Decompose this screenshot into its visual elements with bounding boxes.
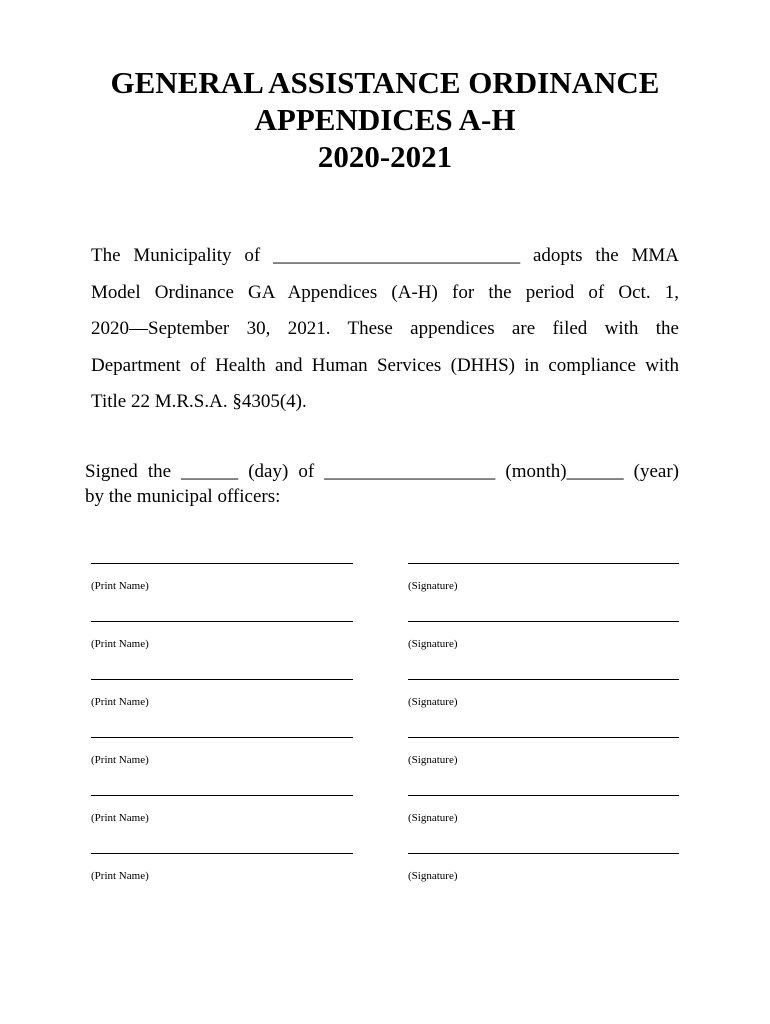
- print-name-caption: (Print Name): [91, 696, 149, 708]
- paragraph-line: The Municipality of __________________________ adopts the MMA: [91, 245, 679, 266]
- signature-line[interactable]: [408, 853, 679, 854]
- signature-caption: (Signature): [408, 580, 458, 592]
- paragraph-line: Title 22 M.R.S.A. §4305(4).: [91, 391, 307, 412]
- paragraph-line: Model Ordinance GA Appendices (A-H) for the period of Oct. 1,: [91, 281, 679, 303]
- print-name-caption: (Print Name): [91, 638, 149, 650]
- print-name-line[interactable]: [91, 853, 353, 854]
- print-name-caption: (Print Name): [91, 580, 149, 592]
- adoption-paragraph: [91, 238, 679, 421]
- signed-statement: [85, 459, 679, 509]
- title-line-2: APPENDICES A-H: [254, 102, 516, 137]
- title-line-1: GENERAL ASSISTANCE ORDINANCE: [110, 65, 660, 100]
- paragraph-line: 2020—September 30, 2021. These appendices are filed with the: [91, 318, 679, 339]
- signature-line[interactable]: [408, 621, 679, 622]
- print-name-caption: (Print Name): [91, 870, 149, 882]
- signature-line[interactable]: [408, 737, 679, 738]
- signature-caption: (Signature): [408, 812, 458, 824]
- signed-officers-line: by the municipal officers:: [85, 486, 281, 507]
- print-name-line[interactable]: [91, 621, 353, 622]
- print-name-line[interactable]: [91, 737, 353, 738]
- document-title: [0, 64, 770, 175]
- signature-line[interactable]: [408, 795, 679, 796]
- print-name-caption: (Print Name): [91, 812, 149, 824]
- paragraph-line: Department of Health and Human Services (DHHS) in compliance with: [91, 354, 679, 376]
- signed-date-line: Signed the ______ (day) of __________________ (month)______ (year): [85, 461, 679, 482]
- signature-caption: (Signature): [408, 638, 458, 650]
- signature-caption: (Signature): [408, 870, 458, 882]
- signature-line[interactable]: [408, 679, 679, 680]
- print-name-line[interactable]: [91, 795, 353, 796]
- signature-caption: (Signature): [408, 754, 458, 766]
- signature-line[interactable]: [408, 563, 679, 564]
- title-line-3: 2020-2021: [317, 139, 453, 174]
- signature-caption: (Signature): [408, 696, 458, 708]
- print-name-line[interactable]: [91, 679, 353, 680]
- print-name-caption: (Print Name): [91, 754, 149, 766]
- print-name-line[interactable]: [91, 563, 353, 564]
